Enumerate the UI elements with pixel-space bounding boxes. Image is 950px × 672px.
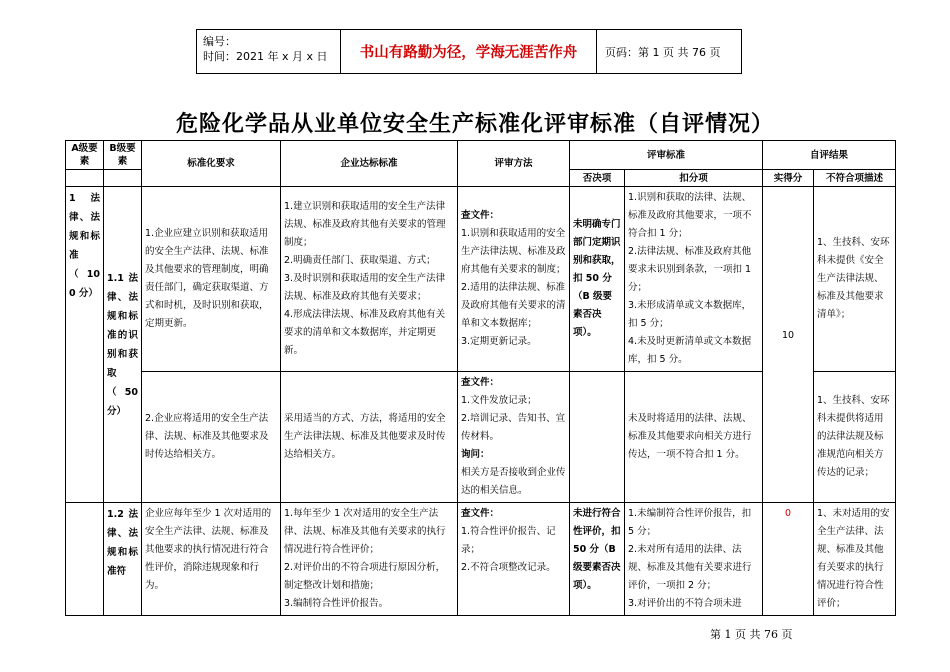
enterprise-standard-cell: 1.建立识别和获取适用的安全生产法律法规、标准及政府其他有关要求的管理制度； 2.明确责任部门、获取渠道、方式； 3.及时识别和获取适用的安全生产法律法规、标准及政府其他有关要求； 4.形成法律法规、标准及政府其他有关要求的清单和文本数据库，并定期更新。 <box>281 187 458 372</box>
requirement-cell: 企业应每年至少 1 次对适用的安全生产法律、法规、标准及其他要求的执行情况进行符合性评价，消除违规现象和行为。 <box>142 503 281 616</box>
requirement-cell: 2.企业应将适用的安全生产法律、法规、标准及其他要求及时传达给相关方。 <box>142 372 281 503</box>
a-level-cell: 1 法律、法规和标准（10 0 分） <box>66 187 104 503</box>
method-title: 查文件： <box>461 377 500 388</box>
col-self-result: 自评结果 <box>763 141 896 170</box>
page-title: 危险化学品从业单位安全生产标准化评审标准（自评情况） <box>175 112 774 137</box>
col-enterprise-standard: 企业达标标准 <box>281 141 458 187</box>
header-row-1 <box>66 141 896 170</box>
actual-score-cell: 0 <box>763 503 814 616</box>
method-text: 1.文件发放记录； 2.培训记录、告知书、宣传材料。 <box>461 395 566 442</box>
veto-cell: 未进行符合性评价，扣 50 分（B 级要素否决项）。 <box>570 503 625 616</box>
table-row <box>66 503 896 616</box>
deduction-cell: 未及时将适用的法律、法规、标准及其他要求向相关方进行传达，一项不符合扣 1 分。 <box>625 372 763 503</box>
header-meta <box>197 30 341 73</box>
header-motto: 书山有路勤为径，学海无涯苦作舟 <box>341 30 597 73</box>
col-veto-item: 否决项 <box>570 170 625 187</box>
veto-cell: 未明确专门部门定期识别和获取，扣 50 分（B 级要素否决项）。 <box>570 187 625 372</box>
col-review-method: 评审方法 <box>458 141 570 187</box>
veto-cell <box>570 372 625 503</box>
b-level-cell: 1.1 法律、法规和标准的识别和获取（50 分） <box>104 187 142 503</box>
col-review-standard: 评审标准 <box>570 141 763 170</box>
enterprise-standard-cell: 1.每年至少 1 次对适用的安全生产法律、法规、标准及其他有关要求的执行情况进行符合性评价； 2.对评价出的不符合项进行原因分析，制定整改计划和措施； 3.编制符合性评价报告。 <box>281 503 458 616</box>
nonconformity-cell: 1、生技科、安环科未提供《安全生产法律法规、标准及其他要求清单》； <box>814 187 896 372</box>
review-method-cell <box>458 187 570 372</box>
method-title: 查文件： <box>461 210 500 221</box>
method-text: 1.识别和获取适用的安全生产法律法规、标准及政府其他有关要求的制度； 2.适用的法律法规、标准及政府其他有关要求的清单和文本数据库； 3.定期更新记录。 <box>461 228 566 347</box>
header-page-number: 页码：第 1 页 共 76 页 <box>605 45 721 59</box>
enterprise-standard-cell: 采用适当的方式、方法，将适用的安全生产法律法规、标准及其他要求及时传达给相关方。 <box>281 372 458 503</box>
b-level-cell: 1.2 法律、法规和标准符 <box>104 503 142 616</box>
header-box <box>196 29 742 74</box>
nonconformity-cell: 1、生技科、安环科未提供将适用的法律法规及标准规范向相关方传达的记录； <box>814 372 896 503</box>
page-footer: 第 1 页 共 76 页 <box>710 628 793 641</box>
method-title: 查文件： <box>461 508 500 519</box>
col-nonconformity: 不符合项描述 <box>814 170 896 187</box>
requirement-cell: 1.企业应建立识别和获取适用的安全生产法律、法规、标准及其他要求的管理制度，明确责任部门，确定获取渠道、方式和时机，及时识别和获取，定期更新。 <box>142 187 281 372</box>
deduction-cell: 1.未编制符合性评价报告，扣 5 分； 2.未对所有适用的法律、法规、标准及其他有关要求进行评价，一项扣 2 分； 3.对评价出的不符合项未进 <box>625 503 763 616</box>
document-number-label: 编号： <box>203 35 236 48</box>
col-requirement: 标准化要求 <box>142 141 281 187</box>
standard-table <box>65 140 896 616</box>
col-a-level: A级要素 <box>66 141 104 170</box>
deduction-cell: 1.识别和获取的法律、法规、标准及政府其他要求，一项不符合扣 1 分； 2.法律法规、标准及政府其他要求未识别到条款，一项扣 1 分； 3.未形成清单或文本数据库，扣 5 分； 4.未及时更新清单或文本数据库，扣 5 分。 <box>625 187 763 372</box>
col-b-level: B级要素 <box>104 141 142 170</box>
method-title-inquiry: 询问： <box>461 449 490 460</box>
method-text-inquiry: 相关方是否接收到企业传达的相关信息。 <box>461 467 566 496</box>
method-text: 1.符合性评价报告、记录； 2.不符合项整改记录。 <box>461 526 556 573</box>
col-actual-score: 实得分 <box>763 170 814 187</box>
col-deduction-item: 扣分项 <box>625 170 763 187</box>
nonconformity-cell: 1、未对适用的安全生产法律、法规、标准及其他有关要求的执行情况进行符合性评价； <box>814 503 896 616</box>
actual-score-cell: 10 <box>763 187 814 503</box>
review-method-cell <box>458 372 570 503</box>
table-row <box>66 187 896 372</box>
review-method-cell <box>458 503 570 616</box>
document-date: 时间：2021 年 x 月 x 日 <box>203 50 328 63</box>
